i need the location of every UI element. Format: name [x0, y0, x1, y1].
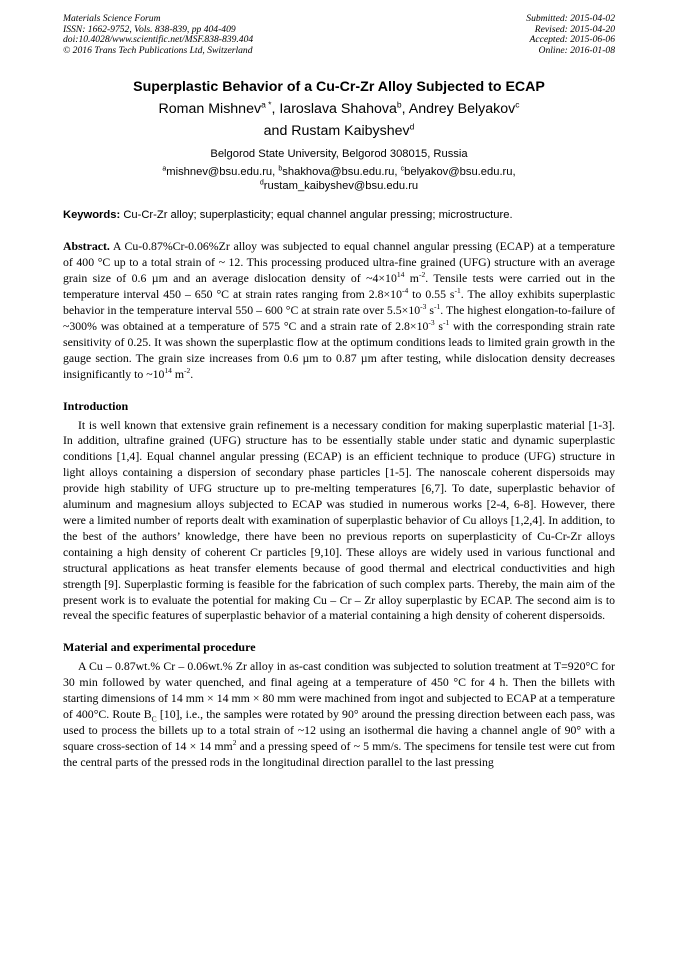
material-heading: Material and experimental procedure: [63, 640, 256, 655]
abstract-text: . Tensile tests were carried out in the temperature interval 450 – 650 °C at strain rates ranging from 2.8×10: [63, 271, 615, 302]
introduction-paragraph: It is well known that extensive grain refinement is a necessary condition for making superplastic material [1-3]. In addition, ultrafine grained (UFG) structure has to be essentially stable under static and dynamic superplastic conditions [1,4]. Equal channel angular pressing (ECAP) is an efficient technique to produce (UFG) structure in light alloys containing a dispersion of secondary phase particles [1-5]. The nanoscale coherent dispersoids may provide high stability of UFG structure up to pre-melting temperatures [6,7]. To date, superplastic behavior of aluminum and magnesium alloys subjected to ECAP was studied in numerous works [2-4, 6-8]. However, there were a limited number of reports dealt with examination of superplastic behavior of Cu alloys [1,2,4]. In addition, to the best of the authors’ knowledge, there have been no previous reports on superplasticity of Cu-Cr-Zr alloys containing a high density of coherent Cr particles [9,10]. These alloys are widely used in various functional and structural applications as heat transfer elements because of good thermal and electrical conductivities and high strength [9]. Superplastic forming is feasible for the fabrication of such complex parts. Thereby, the main aim of the present work is to evaluate the potential for making Cu – Cr – Zr alloy superplastic by ECAP. The second aim is to reveal the specific features of superplastic behavior of a material containing a high density of coherent dispersoids.: [63, 417, 615, 623]
abstract-text: to 0.55 s: [408, 287, 455, 302]
material-text: A Cu – 0.87wt.% Cr – 0.06wt.% Zr alloy in as-cast condition was subjected to solution treatment at T=920°C for 30 min followed by water quenched, and final ageing at a temperature of 450 °C for 4 h. Then the billets with starting dimensions of 14 mm × 14 mm × 80 mm were machined from ingot and subjected to ECAP at a temperature of 400°C. Route B: [63, 659, 615, 722]
journal-name: Materials Science Forum: [63, 13, 161, 24]
abstract-sup: -3: [420, 302, 427, 312]
material-paragraph: [63, 659, 615, 770]
abstract-paragraph: [63, 239, 615, 382]
journal-info: [63, 14, 253, 56]
author-sup: c: [515, 99, 520, 110]
abstract-sup: -1: [443, 317, 450, 327]
author-sup: b: [396, 99, 402, 110]
abstract-text: m: [404, 271, 419, 286]
email-sup: a: [162, 165, 167, 173]
email-line-2: [63, 179, 615, 193]
issn-line: ISSN: 1662-9752, Vols. 838-839, pp 404-409: [63, 23, 236, 35]
email-line-1: [63, 165, 615, 179]
copyright-line: © 2016 Trans Tech Publications Ltd, Switzerland: [63, 44, 253, 56]
email-sup: d: [259, 179, 264, 187]
email-sup: c: [400, 165, 405, 173]
abstract-sup: 14: [396, 270, 405, 280]
author-list: [63, 98, 615, 142]
paper-title: Superplastic Behavior of a Cu-Cr-Zr Alloy Subjected to ECAP: [133, 79, 545, 96]
accepted-date: Accepted: 2015-06-06: [529, 34, 615, 46]
abstract-text: .: [190, 366, 194, 381]
email-link[interactable]: shakhova@bsu.edu.ru,: [282, 166, 398, 179]
abstract-sup: -1: [454, 286, 461, 296]
abstract-text: m: [171, 366, 185, 381]
paper-page: [63, 14, 615, 771]
abstract-sup: -2: [184, 365, 191, 375]
material-sub: C: [151, 714, 157, 724]
email-list: [63, 165, 615, 193]
material-text: [10], i.e., the samples were rotated by 90° around the pressing direction between each pass, was used to process the billets up to a total strain of ~12 using an isothermal die having a channel angle of 90° with a square cross-section of 14 × 14 mm: [63, 707, 615, 753]
keywords: [63, 209, 615, 221]
revised-date: Revised: 2015-04-20: [534, 23, 615, 35]
author-line-2: [63, 120, 615, 142]
author-name: Iaroslava Shahova: [279, 101, 397, 118]
introduction-heading: Introduction: [63, 398, 129, 413]
abstract-text: . The alloy exhibits superplastic behavior in the temperature interval 550 – 600 °C at strain rate over 5.5×10: [63, 287, 615, 317]
email-link[interactable]: belyakov@bsu.edu.ru,: [404, 166, 516, 179]
online-date: Online: 2016-01-08: [538, 44, 615, 56]
affiliation: Belgorod State University, Belgorod 308015, Russia: [210, 148, 468, 161]
abstract-sup: 14: [164, 365, 172, 375]
author-name: Andrey Belyakov: [408, 101, 516, 118]
journal-header: [63, 14, 615, 56]
author-and: and: [263, 123, 288, 140]
author-sup: d: [409, 121, 415, 132]
keywords-text: Cu-Cr-Zr alloy; superplasticity; equal channel angular pressing; microstructure.: [123, 209, 513, 222]
keywords-label: Keywords:: [63, 209, 121, 222]
abstract-sup: -1: [434, 302, 441, 312]
email-link[interactable]: rustam_kaibyshev@bsu.edu.ru: [263, 180, 419, 193]
dates-info: [526, 14, 615, 56]
abstract-text: . The highest elongation-to-failure of ~300% was obtained at a temperature of 575 °C and a strain rate of 2.8×10: [63, 303, 616, 333]
email-link[interactable]: mishnev@bsu.edu.ru,: [166, 166, 276, 179]
abstract-label: Abstract.: [63, 239, 110, 254]
material-text: and a pressing speed of ~ 5 mm/s. The specimens for tensile test were cut from the central parts of the pressed rods in the longitudinal direction parallel to the last pressing: [63, 738, 616, 769]
material-sup: 2: [232, 737, 237, 747]
author-sup: a *: [261, 99, 272, 110]
abstract-sup: -4: [401, 286, 409, 296]
author-name: Rustam Kaibyshev: [291, 123, 410, 140]
author-name: Roman Mishnev: [158, 101, 262, 118]
submitted-date: Submitted: 2015-04-02: [526, 13, 615, 24]
abstract-text: s: [434, 318, 444, 333]
email-sup: b: [278, 165, 283, 173]
author-line-1: Roman Mishnev$^{a *}$, Iaroslava Shahova$^b$, Andrey Belyakov$^c$: [158, 99, 520, 118]
abstract-sup: -3: [428, 317, 435, 327]
abstract-text: with the corresponding strain rate sensitivity of 0.25. It was shown the superplastic flow at the optimum conditions leads to limited grain growth in the gauge section. The grain size increases from 0.6 µm to 0.87 µm after testing, while dislocation density decreases insignificantly to ~10: [63, 318, 615, 381]
abstract-sup: -2: [418, 270, 426, 280]
abstract-text: A Cu-0.87%Cr-0.06%Zr alloy was subjected to equal channel angular pressing (ECAP) at a temperature of 400 °C up to a total strain of ~ 12. This processing produced ultra-fine grained (UFG) structure with an average grain size of 0.6 µm and an average dislocation density of ~4×10: [63, 239, 615, 286]
doi-line: doi:10.4028/www.scientific.net/MSF.838-839.404: [63, 34, 254, 46]
abstract-text: s: [426, 303, 435, 317]
